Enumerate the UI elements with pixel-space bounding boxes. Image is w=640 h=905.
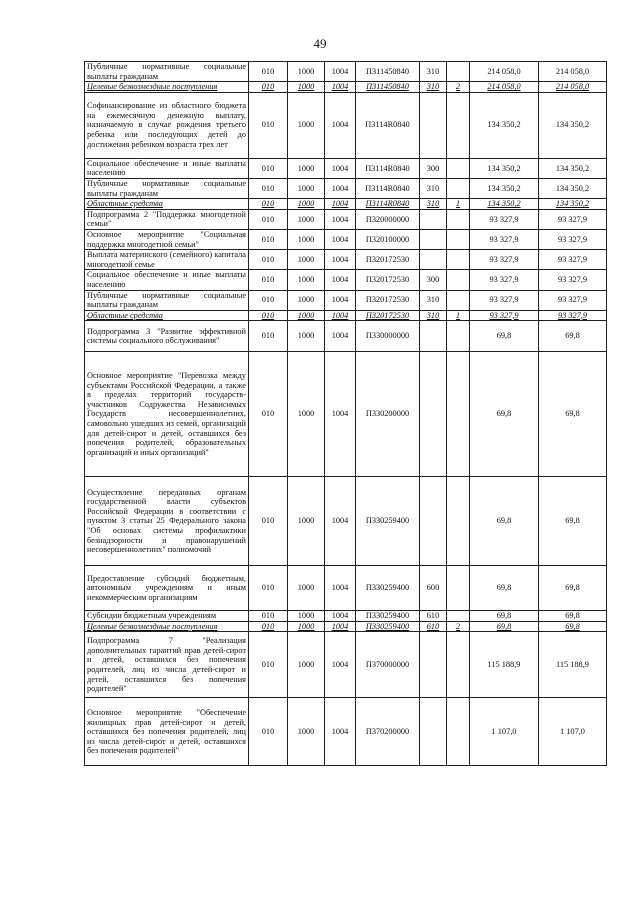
ministry-code: 010 bbox=[249, 82, 288, 93]
target-article-code: П330200000 bbox=[356, 352, 420, 477]
subsection-code: 1004 bbox=[325, 321, 356, 352]
expense-type-code bbox=[420, 209, 447, 229]
amount-total: 134 350,2 bbox=[539, 178, 607, 198]
expense-type-code bbox=[420, 477, 447, 566]
target-article-code: П330259400 bbox=[356, 621, 420, 632]
row-name: Софинансирование из областного бюджета на ежемесячную денежную выплату, назначаемую в случае рождения третьего ребенка или последующих детей до достижения ребенком возраста трех лет bbox=[85, 92, 249, 158]
section-code: 1000 bbox=[288, 209, 325, 229]
subsection-code: 1004 bbox=[325, 698, 356, 766]
expense-type-code: 310 bbox=[420, 82, 447, 93]
table-row bbox=[85, 92, 607, 158]
amount-approved: 69,8 bbox=[470, 477, 539, 566]
ministry-code: 010 bbox=[249, 62, 288, 82]
row-name: Публичные нормативные социальные выплаты гражданам bbox=[85, 62, 249, 82]
expense-type-code bbox=[420, 92, 447, 158]
table-row bbox=[85, 698, 607, 766]
table-row bbox=[85, 158, 607, 178]
subsection-code: 1004 bbox=[325, 250, 356, 270]
table-row bbox=[85, 199, 607, 210]
amount-total: 134 350,2 bbox=[539, 158, 607, 178]
target-article-code: П320172530 bbox=[356, 290, 420, 310]
table-row bbox=[85, 566, 607, 611]
row-name: Целевые безвозмездные поступления bbox=[85, 621, 249, 632]
subsection-code: 1004 bbox=[325, 270, 356, 290]
section-code: 1000 bbox=[288, 290, 325, 310]
section-code: 1000 bbox=[288, 250, 325, 270]
ministry-code: 010 bbox=[249, 310, 288, 321]
expense-type-code: 310 bbox=[420, 62, 447, 82]
amount-total: 69,8 bbox=[539, 566, 607, 611]
target-article-code: П320172530 bbox=[356, 250, 420, 270]
target-article-code: П370200000 bbox=[356, 698, 420, 766]
amount-approved: 69,8 bbox=[470, 566, 539, 611]
subsection-code: 1004 bbox=[325, 611, 356, 622]
target-article-code: П370000000 bbox=[356, 632, 420, 698]
section-code: 1000 bbox=[288, 310, 325, 321]
section-code: 1000 bbox=[288, 321, 325, 352]
funding-source-code bbox=[447, 62, 470, 82]
row-name: Основное мероприятие "Социальная поддержка многодетной семьи" bbox=[85, 229, 249, 249]
amount-approved: 214 058,0 bbox=[470, 62, 539, 82]
row-name: Основное мероприятие "Перевозка между субъектами Российской Федерации, а также в пределах территорий государств-участников Содружества Независимых Государств несовершеннолетних, самовольно ушедших из семей, организаций для детей-сирот и детей, оставшихся без попечения родителей, образовательных организаций и иных организаций" bbox=[85, 352, 249, 477]
ministry-code: 010 bbox=[249, 477, 288, 566]
funding-source-code: 1 bbox=[447, 310, 470, 321]
amount-total: 93 327,9 bbox=[539, 229, 607, 249]
section-code: 1000 bbox=[288, 178, 325, 198]
ministry-code: 010 bbox=[249, 178, 288, 198]
section-code: 1000 bbox=[288, 158, 325, 178]
row-name: Выплата материнского (семейного) капитала многодетной семье bbox=[85, 250, 249, 270]
budget-table-body bbox=[85, 62, 607, 766]
funding-source-code bbox=[447, 158, 470, 178]
expense-type-code: 610 bbox=[420, 611, 447, 622]
amount-approved: 115 188,9 bbox=[470, 632, 539, 698]
amount-total: 69,8 bbox=[539, 477, 607, 566]
table-row bbox=[85, 62, 607, 82]
table-row bbox=[85, 352, 607, 477]
section-code: 1000 bbox=[288, 698, 325, 766]
funding-source-code: 2 bbox=[447, 621, 470, 632]
target-article-code: П330259400 bbox=[356, 477, 420, 566]
row-name: Публичные нормативные социальные выплаты гражданам bbox=[85, 290, 249, 310]
budget-table bbox=[84, 61, 607, 766]
expense-type-code: 300 bbox=[420, 270, 447, 290]
target-article-code: П330259400 bbox=[356, 611, 420, 622]
section-code: 1000 bbox=[288, 229, 325, 249]
ministry-code: 010 bbox=[249, 270, 288, 290]
row-name: Подпрограмма 3 "Развитие эффективной системы социального обслуживания" bbox=[85, 321, 249, 352]
subsection-code: 1004 bbox=[325, 621, 356, 632]
expense-type-code bbox=[420, 352, 447, 477]
amount-total: 93 327,9 bbox=[539, 310, 607, 321]
subsection-code: 1004 bbox=[325, 199, 356, 210]
row-name: Областные средства bbox=[85, 310, 249, 321]
funding-source-code bbox=[447, 229, 470, 249]
table-row bbox=[85, 82, 607, 93]
table-row bbox=[85, 621, 607, 632]
amount-approved: 134 350,2 bbox=[470, 158, 539, 178]
table-row bbox=[85, 310, 607, 321]
target-article-code: П3114R0840 bbox=[356, 199, 420, 210]
funding-source-code bbox=[447, 270, 470, 290]
amount-total: 134 350,2 bbox=[539, 199, 607, 210]
amount-total: 69,8 bbox=[539, 621, 607, 632]
amount-total: 93 327,9 bbox=[539, 250, 607, 270]
subsection-code: 1004 bbox=[325, 632, 356, 698]
expense-type-code: 310 bbox=[420, 199, 447, 210]
section-code: 1000 bbox=[288, 632, 325, 698]
subsection-code: 1004 bbox=[325, 290, 356, 310]
amount-total: 214 058,0 bbox=[539, 62, 607, 82]
target-article-code: П320100000 bbox=[356, 229, 420, 249]
amount-total: 93 327,9 bbox=[539, 209, 607, 229]
target-article-code: П330000000 bbox=[356, 321, 420, 352]
target-article-code: П3114R0840 bbox=[356, 158, 420, 178]
table-row bbox=[85, 290, 607, 310]
amount-approved: 93 327,9 bbox=[470, 290, 539, 310]
table-row bbox=[85, 178, 607, 198]
row-name: Социальное обеспечение и иные выплаты населению bbox=[85, 158, 249, 178]
row-name: Социальное обеспечение и иные выплаты населению bbox=[85, 270, 249, 290]
ministry-code: 010 bbox=[249, 209, 288, 229]
amount-approved: 214 058,0 bbox=[470, 82, 539, 93]
subsection-code: 1004 bbox=[325, 566, 356, 611]
amount-total: 69,8 bbox=[539, 352, 607, 477]
funding-source-code bbox=[447, 290, 470, 310]
row-name: Целевые безвозмездные поступления bbox=[85, 82, 249, 93]
expense-type-code bbox=[420, 321, 447, 352]
amount-approved: 1 107,0 bbox=[470, 698, 539, 766]
row-name: Областные средства bbox=[85, 199, 249, 210]
section-code: 1000 bbox=[288, 611, 325, 622]
ministry-code: 010 bbox=[249, 290, 288, 310]
amount-approved: 69,8 bbox=[470, 621, 539, 632]
subsection-code: 1004 bbox=[325, 310, 356, 321]
section-code: 1000 bbox=[288, 566, 325, 611]
expense-type-code: 610 bbox=[420, 621, 447, 632]
funding-source-code: 1 bbox=[447, 199, 470, 210]
ministry-code: 010 bbox=[249, 352, 288, 477]
section-code: 1000 bbox=[288, 270, 325, 290]
funding-source-code bbox=[447, 250, 470, 270]
row-name: Подпрограмма 7 "Реализация дополнительных гарантий прав детей-сирот и детей, оставшихся без попечения родителей, лиц из числа детей-сирот и детей, оставшихся без попечения родителей" bbox=[85, 632, 249, 698]
ministry-code: 010 bbox=[249, 158, 288, 178]
subsection-code: 1004 bbox=[325, 209, 356, 229]
expense-type-code bbox=[420, 229, 447, 249]
subsection-code: 1004 bbox=[325, 82, 356, 93]
amount-approved: 69,8 bbox=[470, 321, 539, 352]
row-name: Осуществление переданных органам государственной власти субъектов Российской Федерации в соответствии с пунктом 3 статьи 25 Федерального закона "Об основах системы профилактики безнадзорности и правонарушений несовершеннолетних" полномочий bbox=[85, 477, 249, 566]
amount-total: 115 188,9 bbox=[539, 632, 607, 698]
table-row bbox=[85, 477, 607, 566]
funding-source-code: 2 bbox=[447, 82, 470, 93]
ministry-code: 010 bbox=[249, 621, 288, 632]
amount-approved: 93 327,9 bbox=[470, 229, 539, 249]
expense-type-code bbox=[420, 250, 447, 270]
target-article-code: П3114R0840 bbox=[356, 178, 420, 198]
amount-total: 134 350,2 bbox=[539, 92, 607, 158]
amount-approved: 69,8 bbox=[470, 611, 539, 622]
subsection-code: 1004 bbox=[325, 158, 356, 178]
expense-type-code: 300 bbox=[420, 158, 447, 178]
section-code: 1000 bbox=[288, 199, 325, 210]
ministry-code: 010 bbox=[249, 92, 288, 158]
table-row bbox=[85, 209, 607, 229]
target-article-code: П320172530 bbox=[356, 270, 420, 290]
amount-total: 69,8 bbox=[539, 611, 607, 622]
target-article-code: П320172530 bbox=[356, 310, 420, 321]
expense-type-code: 600 bbox=[420, 566, 447, 611]
table-row bbox=[85, 270, 607, 290]
amount-total: 1 107,0 bbox=[539, 698, 607, 766]
ministry-code: 010 bbox=[249, 698, 288, 766]
amount-approved: 134 350,2 bbox=[470, 199, 539, 210]
expense-type-code: 310 bbox=[420, 290, 447, 310]
target-article-code: П320000000 bbox=[356, 209, 420, 229]
ministry-code: 010 bbox=[249, 229, 288, 249]
amount-total: 93 327,9 bbox=[539, 270, 607, 290]
target-article-code: П311450840 bbox=[356, 62, 420, 82]
ministry-code: 010 bbox=[249, 199, 288, 210]
ministry-code: 010 bbox=[249, 632, 288, 698]
subsection-code: 1004 bbox=[325, 62, 356, 82]
table-row bbox=[85, 229, 607, 249]
target-article-code: П311450840 bbox=[356, 82, 420, 93]
funding-source-code bbox=[447, 632, 470, 698]
section-code: 1000 bbox=[288, 92, 325, 158]
subsection-code: 1004 bbox=[325, 178, 356, 198]
table-row bbox=[85, 632, 607, 698]
row-name: Подпрограмма 2 "Поддержка многодетной семьи" bbox=[85, 209, 249, 229]
funding-source-code bbox=[447, 611, 470, 622]
row-name: Публичные нормативные социальные выплаты гражданам bbox=[85, 178, 249, 198]
section-code: 1000 bbox=[288, 621, 325, 632]
funding-source-code bbox=[447, 477, 470, 566]
amount-total: 93 327,9 bbox=[539, 290, 607, 310]
funding-source-code bbox=[447, 352, 470, 477]
section-code: 1000 bbox=[288, 82, 325, 93]
section-code: 1000 bbox=[288, 62, 325, 82]
amount-approved: 93 327,9 bbox=[470, 209, 539, 229]
ministry-code: 010 bbox=[249, 321, 288, 352]
amount-approved: 134 350,2 bbox=[470, 178, 539, 198]
target-article-code: П330259400 bbox=[356, 566, 420, 611]
amount-approved: 93 327,9 bbox=[470, 310, 539, 321]
funding-source-code bbox=[447, 566, 470, 611]
ministry-code: 010 bbox=[249, 611, 288, 622]
page-number: 49 bbox=[313, 36, 327, 51]
funding-source-code bbox=[447, 92, 470, 158]
table-row bbox=[85, 611, 607, 622]
row-name: Предоставление субсидий бюджетным, автономным учреждениям и иным некоммерческим организациям bbox=[85, 566, 249, 611]
table-row bbox=[85, 250, 607, 270]
subsection-code: 1004 bbox=[325, 352, 356, 477]
expense-type-code bbox=[420, 632, 447, 698]
funding-source-code bbox=[447, 698, 470, 766]
expense-type-code: 310 bbox=[420, 310, 447, 321]
row-name: Субсидии бюджетным учреждениям bbox=[85, 611, 249, 622]
funding-source-code bbox=[447, 209, 470, 229]
funding-source-code bbox=[447, 321, 470, 352]
amount-total: 69,8 bbox=[539, 321, 607, 352]
subsection-code: 1004 bbox=[325, 477, 356, 566]
subsection-code: 1004 bbox=[325, 229, 356, 249]
target-article-code: П3114R0840 bbox=[356, 92, 420, 158]
amount-total: 214 058,0 bbox=[539, 82, 607, 93]
amount-approved: 93 327,9 bbox=[470, 270, 539, 290]
amount-approved: 134 350,2 bbox=[470, 92, 539, 158]
amount-approved: 93 327,9 bbox=[470, 250, 539, 270]
section-code: 1000 bbox=[288, 477, 325, 566]
subsection-code: 1004 bbox=[325, 92, 356, 158]
section-code: 1000 bbox=[288, 352, 325, 477]
ministry-code: 010 bbox=[249, 250, 288, 270]
expense-type-code bbox=[420, 698, 447, 766]
expense-type-code: 310 bbox=[420, 178, 447, 198]
table-row bbox=[85, 321, 607, 352]
amount-approved: 69,8 bbox=[470, 352, 539, 477]
row-name: Основное мероприятие "Обеспечение жилищных прав детей-сирот и детей, оставшихся без попечения родителей, лиц из числа детей-сирот и детей, оставшихся без попечения родителей" bbox=[85, 698, 249, 766]
ministry-code: 010 bbox=[249, 566, 288, 611]
funding-source-code bbox=[447, 178, 470, 198]
